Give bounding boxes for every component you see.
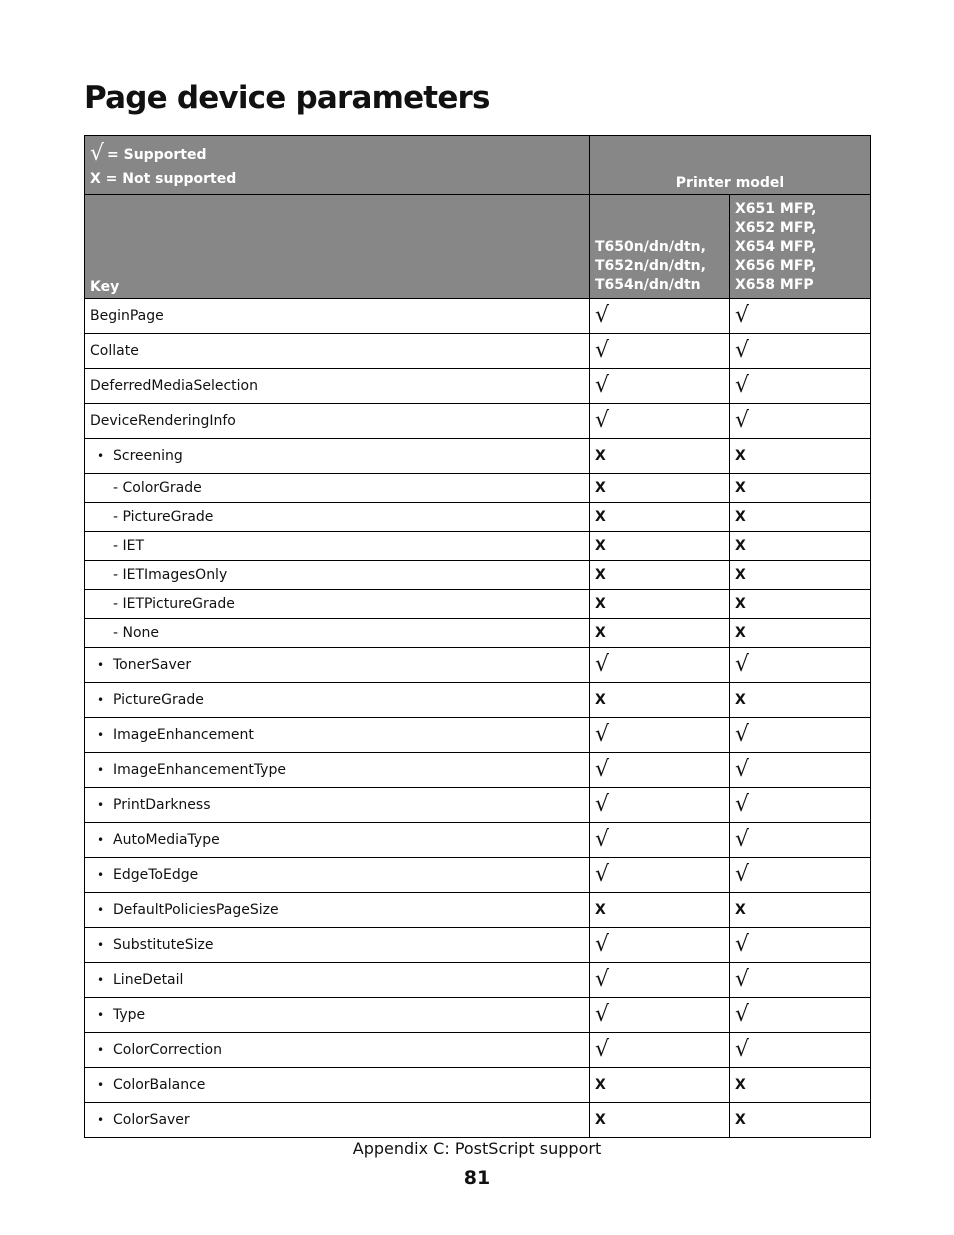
key-label: LineDetail [113,972,184,988]
x-mark-icon: X [595,692,606,708]
table-row [85,858,871,893]
supported-cell [730,299,871,334]
key-label: - PictureGrade [113,509,214,525]
supported-cell [590,299,730,334]
table-row [85,439,871,474]
supported-cell [730,718,871,753]
supported-cell [730,334,871,369]
checkmark-icon: √ [595,1037,610,1062]
x-mark-icon: X [595,902,606,918]
table-row [85,532,871,561]
bullet-icon: • [97,1043,105,1057]
table-row [85,619,871,648]
table-row [85,928,871,963]
x-mark-icon: X [735,596,746,612]
checkmark-icon: √ [735,338,750,363]
legend-cell [85,136,590,195]
key-label: Screening [113,448,183,464]
key-label: ImageEnhancementType [113,762,286,778]
x-mark-icon: X [595,448,606,464]
key-cell [85,893,590,928]
table-row [85,1033,871,1068]
bullet-icon: • [97,1113,105,1127]
key-header: Key [85,195,590,299]
bullet-icon: • [97,973,105,987]
table-row [85,823,871,858]
not-supported-cell [590,561,730,590]
checkmark-icon: √ [735,1002,750,1027]
checkmark-icon: √ [595,1002,610,1027]
key-label: ColorBalance [113,1077,206,1093]
checkmark-icon: √ [595,792,610,817]
checkmark-icon: √ [595,652,610,677]
not-supported-cell [590,619,730,648]
page-title: Page device parameters [84,80,490,116]
x-mark-icon: X [735,692,746,708]
bullet-icon: • [97,763,105,777]
key-cell [85,439,590,474]
checkmark-icon: √ [595,338,610,363]
supported-cell [730,788,871,823]
not-supported-cell [730,1068,871,1103]
supported-cell [730,369,871,404]
not-supported-cell [730,474,871,503]
table-row [85,963,871,998]
not-supported-cell [590,503,730,532]
checkmark-icon: √ [595,932,610,957]
parameters-table [84,135,871,1138]
bullet-icon: • [97,1078,105,1092]
supported-cell [590,823,730,858]
x-mark-icon: X [595,625,606,641]
not-supported-cell [590,1103,730,1138]
checkmark-icon: √ [735,967,750,992]
bullet-icon: • [97,833,105,847]
supported-cell [730,928,871,963]
key-cell [85,299,590,334]
checkmark-icon: √ [735,792,750,817]
footer-section-title: Appendix C: PostScript support [352,1139,602,1158]
supported-cell [730,1033,871,1068]
table-row [85,590,871,619]
table-row [85,369,871,404]
key-label: SubstituteSize [113,937,214,953]
model-name-line: T654n/dn/dtn [595,277,701,293]
bullet-icon: • [97,728,105,742]
key-label: - IETImagesOnly [113,567,228,583]
key-cell [85,753,590,788]
key-label: EdgeToEdge [113,867,199,883]
supported-cell [730,823,871,858]
not-supported-cell [590,532,730,561]
supported-cell [590,753,730,788]
key-cell [85,619,590,648]
key-label: DeviceRenderingInfo [90,413,236,429]
table-row [85,753,871,788]
checkmark-icon: √ [595,408,610,433]
x-mark-icon: X [735,509,746,525]
key-cell [85,963,590,998]
checkmark-icon: √ [735,932,750,957]
key-label: ColorSaver [113,1112,190,1128]
checkmark-icon: √ [735,373,750,398]
not-supported-cell [590,590,730,619]
checkmark-icon: √ [595,862,610,887]
key-label: Collate [90,343,139,359]
supported-cell [590,648,730,683]
bullet-icon: • [97,798,105,812]
x-mark-icon: X [735,538,746,554]
key-label: - IET [113,538,145,554]
not-supported-cell [730,590,871,619]
supported-cell [590,718,730,753]
checkmark-icon: √ [595,373,610,398]
table-row [85,683,871,718]
supported-cell [590,858,730,893]
key-cell [85,590,590,619]
x-mark-icon: X [595,509,606,525]
key-cell [85,788,590,823]
page-number: 81 [463,1167,491,1189]
model-name-line: X652 MFP, [735,220,817,236]
key-label: DeferredMediaSelection [90,378,258,394]
key-label: ColorCorrection [113,1042,222,1058]
printer-model-header: Printer model [590,136,871,195]
not-supported-cell [730,439,871,474]
key-label: ImageEnhancement [113,727,254,743]
checkmark-icon: √ [595,757,610,782]
x-mark-icon: X [595,596,606,612]
legend-header-row [85,136,871,195]
table-row [85,1103,871,1138]
table-row [85,503,871,532]
checkmark-icon: √ [595,827,610,852]
legend-supported: √ = Supported [90,141,207,166]
key-label: PrintDarkness [113,797,211,813]
bullet-icon: • [97,693,105,707]
supported-cell [590,334,730,369]
key-cell [85,858,590,893]
supported-cell [730,404,871,439]
table-row [85,788,871,823]
key-cell [85,998,590,1033]
key-cell [85,928,590,963]
table-row [85,893,871,928]
checkmark-icon: √ [735,722,750,747]
key-cell [85,474,590,503]
key-label: Type [113,1007,146,1023]
supported-cell [590,369,730,404]
key-label: PictureGrade [113,692,204,708]
key-cell [85,683,590,718]
key-cell [85,718,590,753]
checkmark-icon: √ [90,141,105,166]
x-mark-icon: X [735,480,746,496]
table-row [85,1068,871,1103]
key-cell [85,648,590,683]
x-mark-icon: X [735,567,746,583]
key-cell [85,532,590,561]
x-mark-icon: X [595,480,606,496]
key-cell [85,369,590,404]
x-mark-icon: X [595,567,606,583]
checkmark-icon: √ [735,827,750,852]
bullet-icon: • [97,1008,105,1022]
x-mark-icon: X [735,448,746,464]
not-supported-cell [730,532,871,561]
supported-cell [730,858,871,893]
key-label: TonerSaver [113,657,192,673]
model-name-line: X656 MFP, [735,258,817,274]
bullet-icon: • [97,938,105,952]
not-supported-cell [730,1103,871,1138]
key-label: DefaultPoliciesPageSize [113,902,279,918]
table-row [85,648,871,683]
checkmark-icon: √ [595,303,610,328]
x-mark-icon: X [735,625,746,641]
bullet-icon: • [97,658,105,672]
not-supported-cell [730,561,871,590]
checkmark-icon: √ [735,757,750,782]
not-supported-cell [590,1068,730,1103]
parameters-table-wrapper [84,135,870,1138]
not-supported-cell [590,683,730,718]
key-label: - None [113,625,160,641]
key-cell [85,334,590,369]
table-row [85,474,871,503]
x-mark-icon: X [595,538,606,554]
model-name-line: X658 MFP [735,277,814,293]
not-supported-cell [590,474,730,503]
x-mark-icon: X [595,1077,606,1093]
checkmark-icon: √ [595,967,610,992]
supported-cell [730,648,871,683]
key-cell [85,1033,590,1068]
key-cell [85,1068,590,1103]
not-supported-cell [590,439,730,474]
supported-cell [590,998,730,1033]
x-mark-icon: X [735,1077,746,1093]
checkmark-icon: √ [595,722,610,747]
key-cell [85,823,590,858]
supported-cell [730,753,871,788]
key-label: - IETPictureGrade [113,596,235,612]
supported-cell [730,998,871,1033]
checkmark-icon: √ [735,1037,750,1062]
table-row [85,718,871,753]
x-mark-icon: X [735,902,746,918]
supported-cell [590,404,730,439]
supported-cell [590,963,730,998]
model-name-line: T650n/dn/dtn, [595,239,706,255]
supported-cell [730,963,871,998]
key-label: BeginPage [90,308,164,324]
key-label: - ColorGrade [113,480,202,496]
bullet-icon: • [97,903,105,917]
table-row [85,334,871,369]
supported-cell [590,788,730,823]
checkmark-icon: √ [735,652,750,677]
not-supported-cell [730,683,871,718]
supported-cell [590,1033,730,1068]
not-supported-cell [590,893,730,928]
table-row [85,299,871,334]
bullet-icon: • [97,868,105,882]
model-header-x651 [730,195,871,299]
key-cell [85,404,590,439]
table-row [85,561,871,590]
legend-not-supported: X = Not supported [90,171,237,187]
key-cell [85,503,590,532]
checkmark-icon: √ [735,862,750,887]
not-supported-cell [730,893,871,928]
not-supported-cell [730,503,871,532]
key-label: AutoMediaType [113,832,220,848]
table-row [85,998,871,1033]
not-supported-cell [730,619,871,648]
model-name-line: T652n/dn/dtn, [595,258,706,274]
checkmark-icon: √ [735,408,750,433]
bullet-icon: • [97,449,105,463]
key-cell [85,1103,590,1138]
model-name-line: X654 MFP, [735,239,817,255]
key-cell [85,561,590,590]
model-header-t650 [590,195,730,299]
x-mark-icon: X [595,1112,606,1128]
model-name-line: X651 MFP, [735,201,817,217]
checkmark-icon: √ [735,303,750,328]
x-mark-icon: X [735,1112,746,1128]
table-row [85,404,871,439]
supported-cell [590,928,730,963]
column-header-row [85,195,871,299]
